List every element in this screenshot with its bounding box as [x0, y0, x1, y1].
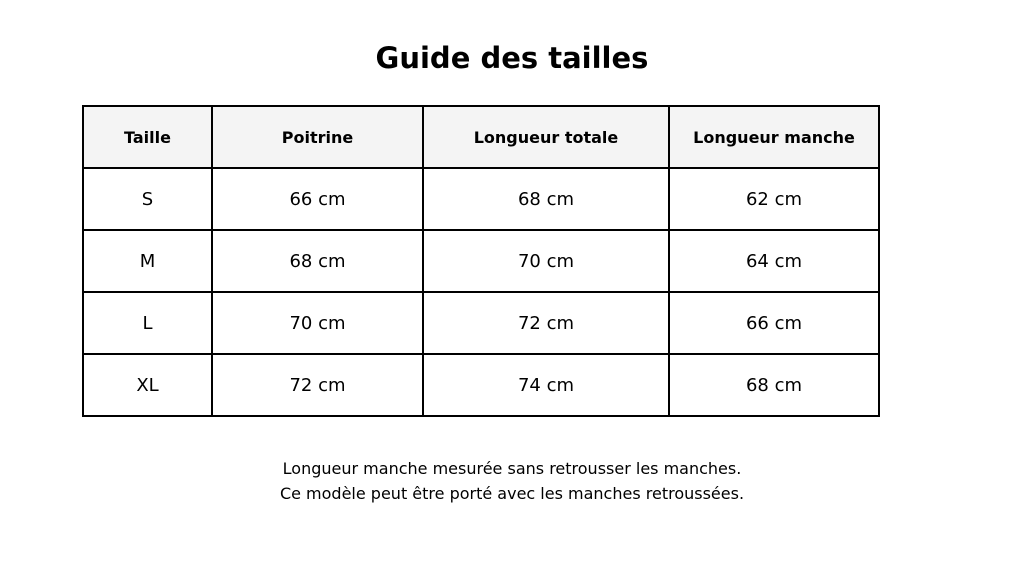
table-cell: XL [83, 354, 212, 416]
table-cell: S [83, 168, 212, 230]
column-header-poitrine: Poitrine [212, 106, 423, 168]
table-cell: 66 cm [212, 168, 423, 230]
table-row [83, 354, 879, 416]
table-row [83, 230, 879, 292]
table-cell: 72 cm [423, 292, 669, 354]
page-title: Guide des tailles [375, 41, 649, 75]
table-cell: 72 cm [212, 354, 423, 416]
table-cell: 68 cm [212, 230, 423, 292]
footnotes [0, 456, 1024, 506]
table-header-row [83, 106, 879, 168]
column-header-longueur-totale: Longueur totale [423, 106, 669, 168]
footnote-sleeve-measurement: Longueur manche mesurée sans retrousser les manches. [282, 459, 742, 478]
size-guide-table [82, 105, 880, 417]
table-row [83, 292, 879, 354]
table-cell: 68 cm [669, 354, 879, 416]
table-cell: 70 cm [212, 292, 423, 354]
table-cell: M [83, 230, 212, 292]
table-cell: 62 cm [669, 168, 879, 230]
table-cell: 64 cm [669, 230, 879, 292]
table-row [83, 168, 879, 230]
table-cell: 68 cm [423, 168, 669, 230]
table-cell: L [83, 292, 212, 354]
table-cell: 66 cm [669, 292, 879, 354]
column-header-taille: Taille [83, 106, 212, 168]
footnote-rolled-sleeves: Ce modèle peut être porté avec les manches retroussées. [279, 484, 745, 503]
column-header-longueur-manche: Longueur manche [669, 106, 879, 168]
table-cell: 70 cm [423, 230, 669, 292]
table-cell: 74 cm [423, 354, 669, 416]
